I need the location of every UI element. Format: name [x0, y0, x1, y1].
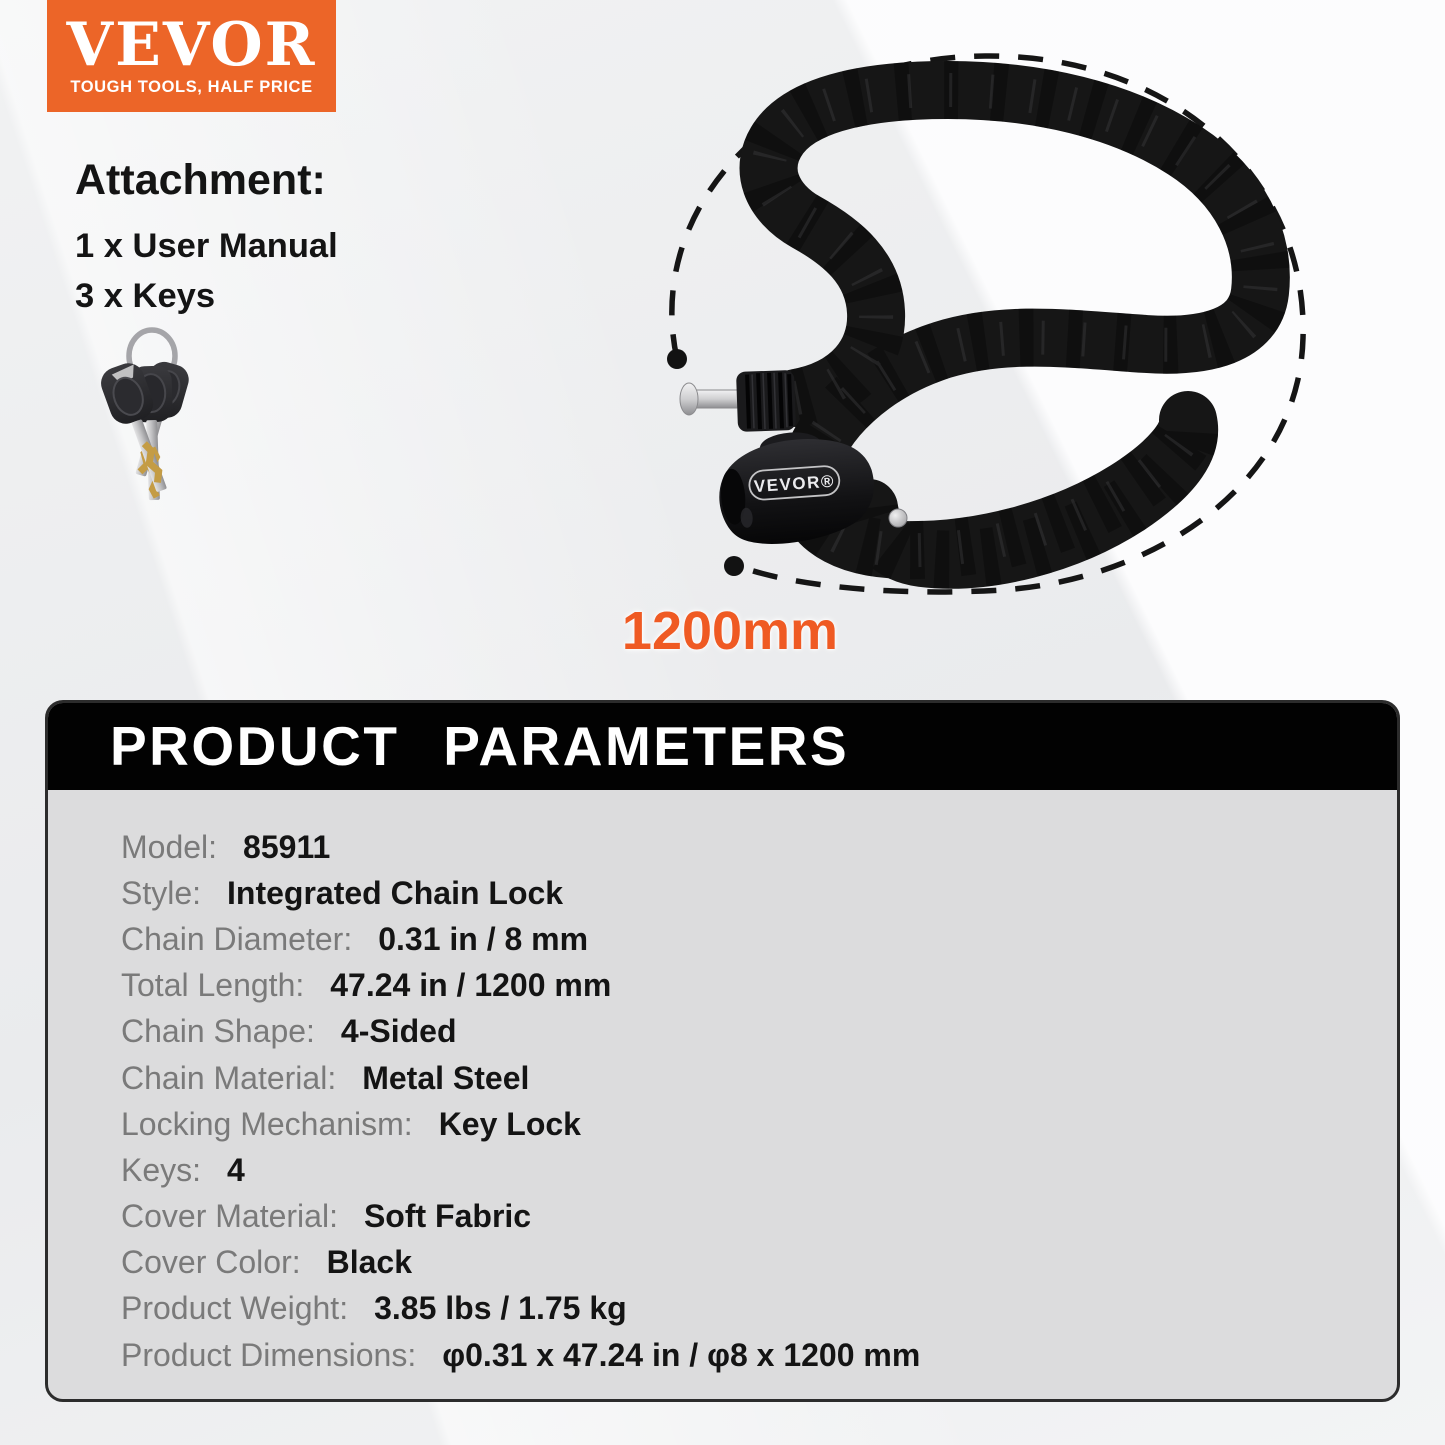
product-parameters-title: PRODUCT PARAMETERS [110, 715, 850, 777]
spec-label: Chain Shape: [121, 1013, 315, 1050]
spec-row-product-weight [121, 1286, 1397, 1332]
spec-list [48, 790, 1397, 1378]
spec-value: 3.85 lbs / 1.75 kg [374, 1290, 627, 1327]
lock-brand-label: VEVOR® [753, 471, 836, 497]
spec-row-chain-shape [121, 1009, 1397, 1055]
product-parameters-panel [45, 700, 1400, 1402]
chain-connector-sleeve [736, 370, 796, 432]
vevor-logo [47, 0, 336, 112]
spec-value: 0.31 in / 8 mm [378, 920, 589, 957]
attachment-item-user-manual: 1 x User Manual [75, 227, 338, 265]
spec-value: Metal Steel [362, 1059, 530, 1096]
spec-row-cover-color [121, 1240, 1397, 1286]
spec-label: Product Weight: [121, 1290, 349, 1327]
vevor-logo-tagline: TOUGH TOOLS, HALF PRICE [70, 78, 313, 96]
lock-pin [680, 383, 740, 415]
spec-label: Cover Material: [121, 1198, 338, 1235]
chain-lock-photo [600, 30, 1360, 670]
spec-label: Style: [121, 874, 202, 911]
measure-endpoint-dot-top [667, 349, 687, 369]
spec-row-cover-material [121, 1194, 1397, 1240]
spec-value: φ0.31 x 47.24 in / φ8 x 1200 mm [442, 1336, 921, 1373]
spec-label: Total Length: [121, 967, 305, 1004]
spec-value: Integrated Chain Lock [227, 874, 564, 911]
spec-row-model [121, 824, 1397, 870]
attachment-section [75, 156, 338, 321]
spec-value: Black [326, 1244, 412, 1281]
vevor-logo-text: VEVOR [66, 10, 317, 80]
lock-button [889, 509, 907, 527]
spec-row-total-length [121, 963, 1397, 1009]
keys-photo [68, 326, 238, 526]
spec-label: Locking Mechanism: [121, 1105, 413, 1142]
spec-value: 47.24 in / 1200 mm [330, 967, 612, 1004]
spec-row-chain-diameter [121, 916, 1397, 962]
spec-label: Product Dimensions: [121, 1336, 417, 1373]
spec-value: 85911 [243, 828, 331, 865]
spec-value: Soft Fabric [363, 1198, 532, 1235]
spec-row-product-dimensions [121, 1332, 1397, 1378]
spec-label: Model: [121, 828, 218, 865]
measure-endpoint-dot-bottom [724, 556, 744, 576]
spec-value: 4 [227, 1151, 245, 1188]
spec-value: Key Lock [438, 1105, 581, 1142]
chain-length-label: 1200mm [621, 601, 839, 661]
spec-value: 4-Sided [340, 1013, 457, 1050]
spec-label: Chain Material: [121, 1059, 337, 1096]
spec-row-chain-material [121, 1055, 1397, 1101]
spec-row-locking-mechanism [121, 1101, 1397, 1147]
spec-label: Keys: [121, 1151, 202, 1188]
product-parameters-header [48, 703, 1397, 790]
attachment-title: Attachment: [75, 156, 326, 204]
attachment-item-keys: 3 x Keys [75, 277, 216, 315]
spec-label: Cover Color: [121, 1244, 301, 1281]
spec-row-style [121, 870, 1397, 916]
spec-label: Chain Diameter: [121, 920, 353, 957]
spec-row-keys [121, 1147, 1397, 1193]
